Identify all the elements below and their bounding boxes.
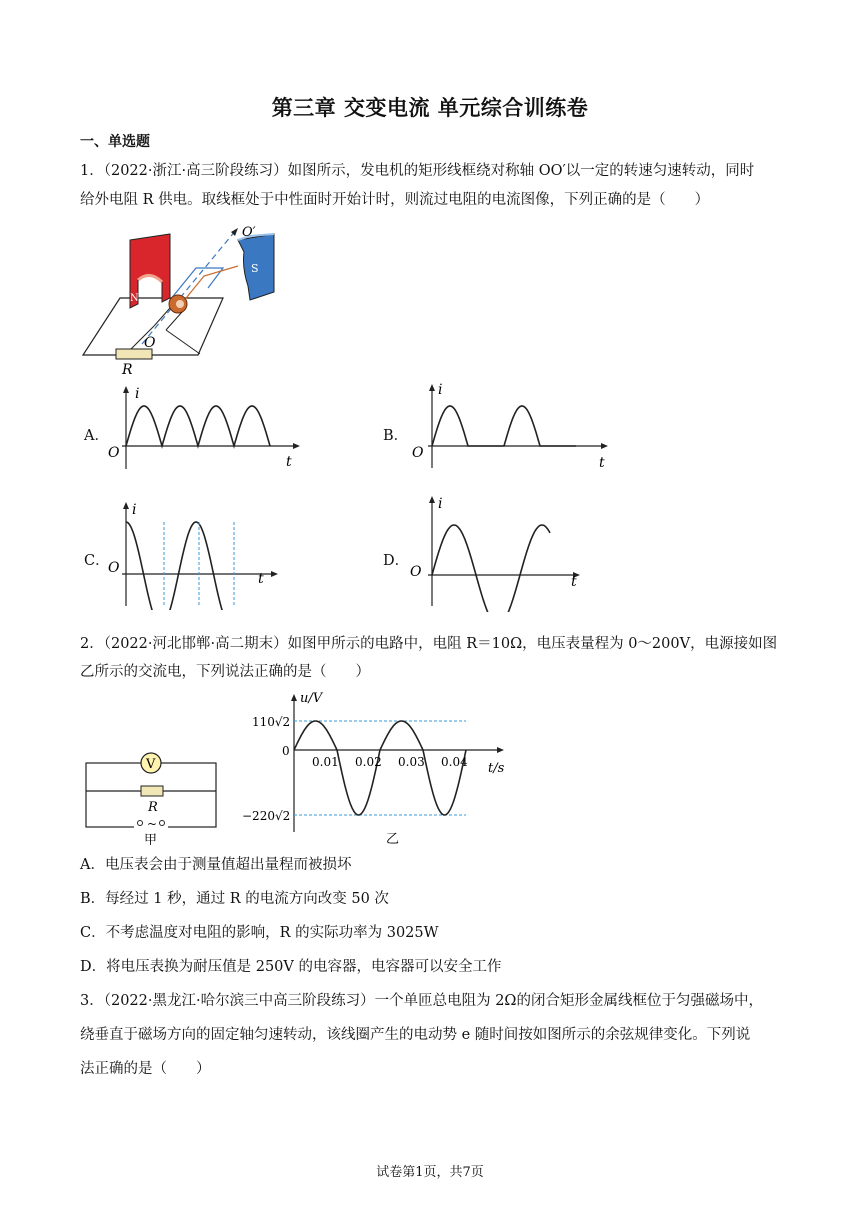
q2-option-b: B．每经过 1 秒，通过 R 的电流方向改变 50 次: [80, 891, 389, 907]
voltage-graph: [238, 688, 518, 848]
zero-label: 0: [282, 744, 290, 758]
q2-option-d: D．将电压表换为耐压值是 250V 的电容器，电容器可以安全工作: [80, 959, 502, 975]
q1-option-d-graph: [404, 492, 594, 612]
graph-caption: 乙: [386, 832, 400, 847]
q2-stem-line2: 乙所示的交流电，下列说法正确的是（ ）: [80, 664, 370, 680]
circuit-diagram: [84, 745, 224, 845]
origin-label: O: [108, 445, 120, 461]
q2-stem-line1: 2．（2022·河北邯郸·高二期末）如图甲所示的电路中，电阻 R＝10Ω，电压表量程为 0～200V，电源接如图: [80, 636, 778, 652]
i-axis-label: i: [135, 386, 140, 402]
section-heading: 一、单选题: [80, 134, 150, 150]
q1-option-a-graph: [104, 384, 304, 474]
i-axis-label: i: [132, 502, 137, 518]
u-min-label: −220√2: [242, 809, 291, 823]
q3-stem-line2: 绕垂直于磁场方向的固定轴匀速转动，该线圈产生的电动势 e 随时间按如图所示的余弦规律变化。下列说: [80, 1027, 751, 1043]
generator-figure: [78, 222, 278, 382]
t-tick-label: 0.02: [355, 755, 382, 769]
resistor-label: R: [148, 800, 158, 815]
s-label: S: [251, 262, 259, 275]
origin-label: O: [410, 564, 422, 580]
i-axis-label: i: [438, 496, 443, 512]
q2-option-a: A．电压表会由于测量值超出量程而被损坏: [80, 857, 352, 873]
t-tick-label: 0.01: [312, 755, 339, 769]
n-label: N: [130, 293, 139, 304]
q1-option-c-label: C．: [84, 553, 110, 569]
q1-option-b-graph: [404, 380, 614, 474]
q1-stem-line2: 给外电阻 R 供电。取线框处于中性面时开始计时，则流过电阻的电流图像，下列正确的是（ ）: [80, 192, 710, 208]
page-title: 第三章 交变电流 单元综合训练卷: [271, 96, 589, 120]
u-axis-label: u/V: [300, 691, 323, 706]
t-axis-label: t: [599, 455, 605, 471]
ac-source-symbol: ~: [147, 817, 158, 831]
t-axis-label: t: [258, 571, 264, 587]
t-axis-label: t: [286, 454, 292, 470]
q1-stem-line1: 1．（2022·浙江·高三阶段练习）如图所示，发电机的矩形线框绕对称轴 OO′以一定的转速匀速转动，同时: [80, 163, 755, 179]
q1-option-a-label: A．: [84, 428, 109, 444]
o-prime-label: O′: [242, 225, 256, 240]
circuit-caption: 甲: [144, 833, 158, 845]
i-axis-label: i: [438, 382, 443, 398]
q1-option-c-graph: [104, 498, 284, 610]
t-axis-label: t: [571, 574, 577, 590]
t-tick-label: 0.03: [398, 755, 425, 769]
q2-option-c: C．不考虑温度对电阻的影响，R 的实际功率为 3025W: [80, 925, 439, 941]
o-label: O: [144, 335, 156, 351]
t-tick-label: 0.04: [441, 755, 468, 769]
origin-label: O: [108, 560, 120, 576]
q1-option-b-label: B．: [383, 428, 409, 444]
q3-stem-line1: 3．（2022·黑龙江·哈尔滨三中高三阶段练习）一个单匝总电阻为 2Ω的闭合矩形金属线框位于匀强磁场中，: [80, 993, 763, 1009]
q1-option-d-label: D．: [383, 553, 410, 569]
page-footer: 试卷第1页，共7页: [376, 1165, 484, 1180]
t-axis-label: t/s: [488, 761, 505, 776]
origin-label: O: [412, 445, 424, 461]
r-label: R: [122, 362, 133, 378]
voltmeter-label: V: [146, 757, 156, 772]
q3-stem-line3: 法正确的是（ ）: [80, 1061, 211, 1077]
u-max-label: 110√2: [252, 715, 291, 729]
